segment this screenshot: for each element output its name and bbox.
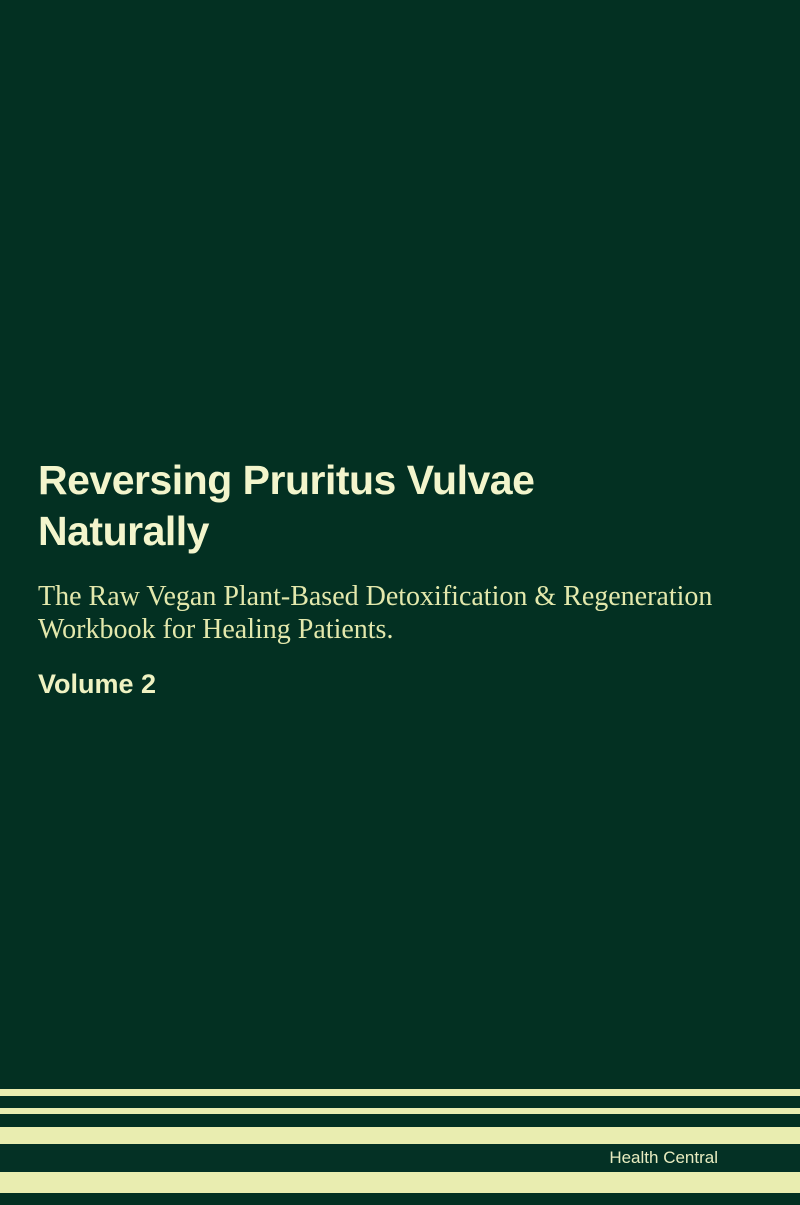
stripe-divider-3	[0, 1127, 800, 1144]
stripe-gap-3	[0, 1193, 800, 1205]
publisher-bar	[0, 1144, 800, 1172]
stripe-divider-1	[0, 1089, 800, 1096]
cover-text-block	[38, 455, 760, 701]
subtitle-line-1: The Raw Vegan Plant-Based Detoxification & Regeneration	[38, 581, 713, 612]
title-line-1: Reversing Pruritus Vulvae	[38, 457, 535, 503]
subtitle-line-2: Workbook for Healing Patients.	[38, 614, 394, 645]
book-subtitle	[38, 580, 760, 646]
title-line-2: Naturally	[38, 508, 209, 554]
stripe-gap-2	[0, 1114, 800, 1127]
footer-stripes	[0, 1089, 800, 1205]
book-title	[38, 455, 760, 557]
stripe-gap-1	[0, 1096, 800, 1108]
stripe-divider-4	[0, 1172, 800, 1193]
volume-label: Volume 2	[38, 669, 157, 699]
publisher-name: Health Central	[609, 1148, 718, 1167]
